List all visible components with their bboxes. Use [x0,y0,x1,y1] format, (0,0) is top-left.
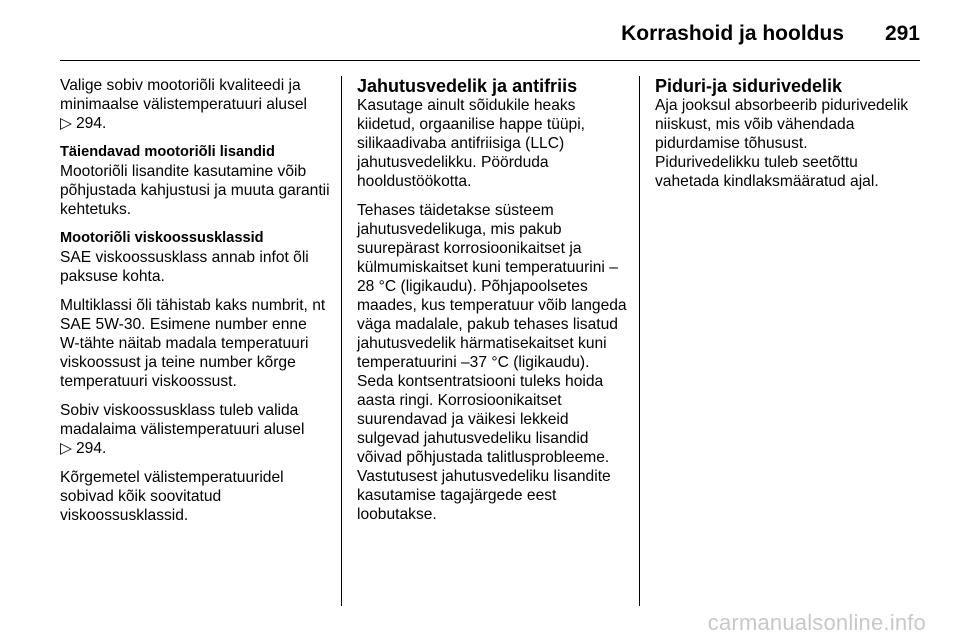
column-right [655,76,925,201]
paragraph: SAE viskoossusklass annab infot õli paksuse kohta. [60,249,309,285]
oil-quality-paragraph: Valige sobiv mootoriõli kvaliteedi ja minimaalse välistemperatuuri alusel ▷ 294. [60,77,308,132]
arrow-reference-icon: ▷ [60,115,72,132]
column-divider-2 [639,76,640,606]
paragraph: Pidurivedelikku tuleb seetõttu vahetada kindlaksmääratud ajal. [655,154,879,190]
paragraph: Kasutage ainult sõidukile heaks kiidetud, orgaanilise happe tüüpi, silikaadivaba antifriisiga (LLC) jahutusvedelikku. Pöörduda hooldustöökotta. [357,97,586,190]
paragraph: Mootoriõli lisandite kasutamine võib põhjustada kahjustusi ja muuta garantii kehtetuks. [60,163,330,218]
page-reference[interactable]: ▷ 294. [60,115,107,132]
viscosity-section [60,229,330,525]
watermark: carmanualsonline.info [707,610,926,635]
subheading: Täiendavad mootoriõli lisandid [60,144,275,160]
section-title: Korrashoid ja hooldus [621,22,844,45]
column-divider-1 [341,76,342,606]
section-heading: Piduri-ja sidurivedelik [655,76,843,96]
column-left [60,76,330,535]
paragraph: Sobiv viskoossusklass tuleb valida madalaima välistemperatuuri alusel ▷ 294. [60,402,305,457]
header-divider [60,60,920,61]
paragraph: Multiklassi õli tähistab kaks numbrit, nt SAE 5W-30. Esimene number enne W-tähte näitab madala temperatuuri viskoossust ja teine number kõrge temperatuuri viskoossust. [60,297,326,390]
arrow-reference-icon: ▷ [60,440,72,457]
paragraph: Tehases täidetakse süsteem jahutusvedelikuga, mis pakub suurepärast korrosioonikaitset ja külmumiskaitset kuni temperatuurini –28 °C (ligikaudu). Põhjapoolsetes maades, kus temperatuur võib langeda väga madalale, pakub tehases lisatud jahutusvedelik härmatisekaitset kuni temperatuurini –37 °C (ligikaudu). Seda kontsentratsiooni tuleks hoida aasta ringi. Korrosioonikaitset suurendavad ja väikesi lekkeid sulgevad jahutusvedeliku lisandid võivad põhjustada talitlusprobleeme. Vastutusest jahutusvedeliku lisandite kasutamise tagajärgede eest loobutakse. [357,202,627,523]
column-middle [357,76,627,534]
paragraph: Aja jooksul absorbeerib pidurivedelik niiskust, mis võib vähendada pidurdamise tõhusust. [655,97,909,152]
section-heading: Jahutusvedelik ja antifriis [357,76,578,96]
page-reference[interactable]: ▷ 294. [60,440,107,457]
paragraph: Kõrgemetel välistemperatuuridel sobivad kõik soovitatud viskoossusklassid. [60,469,284,524]
additives-section [60,143,330,219]
subheading: Mootoriõli viskoossusklassid [60,230,264,246]
page-header [60,20,920,60]
page-number: 291 [884,22,920,45]
